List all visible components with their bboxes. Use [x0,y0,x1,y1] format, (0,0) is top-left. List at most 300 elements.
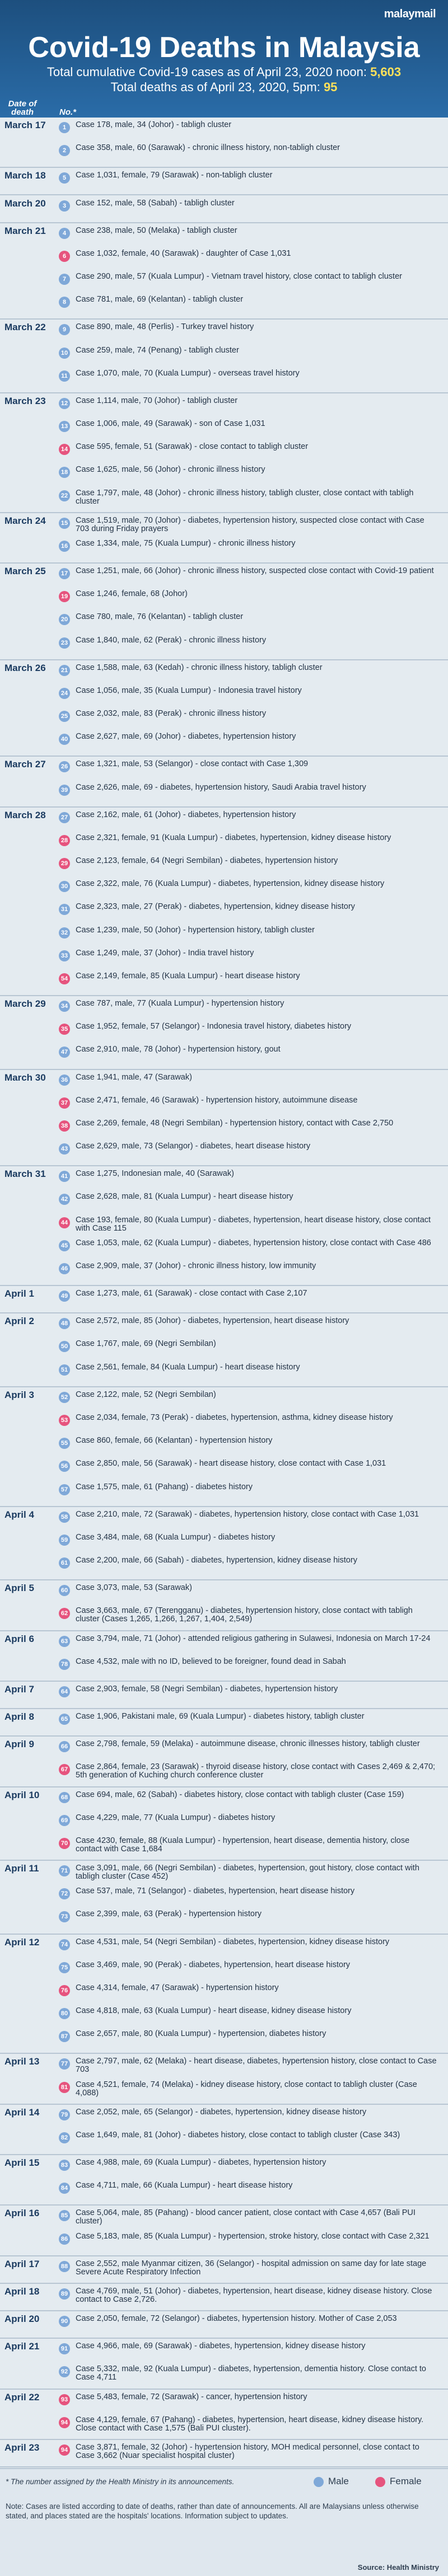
table-row [59,731,437,754]
source: Source: Health Ministry [357,2563,439,2572]
table-row [59,1362,437,1385]
female-case-number: 19 [59,591,70,602]
case-description: Case 2,210, male, 72 (Sarawak) - diabetes, hypertension history, close contact with Case 1,031 [76,1509,419,1519]
case-description: Case 1,053, male, 62 (Kuala Lumpur) - diabetes, hypertension history, close contact with Case 486 [76,1238,431,1247]
male-case-number: 9 [59,324,70,335]
female-case-number: 54 [59,973,70,984]
table-row [59,1739,437,1762]
male-case-number: 79 [59,2109,70,2120]
death-date: April 2 [4,1316,34,1327]
case-description: Case 1,767, male, 69 (Negri Sembilan) [76,1339,216,1349]
male-case-number: 2 [59,145,70,156]
date-group [0,223,448,320]
date-group [0,1631,448,1682]
male-case-number: 33 [59,950,70,961]
female-case-number: 94 [59,2444,70,2456]
case-description: Case 1,249, male, 37 (Johor) - India travel history [76,948,254,958]
date-group [0,2284,448,2311]
case-description: Case 1,006, male, 49 (Sarawak) - son of Case 1,031 [76,419,265,429]
male-case-number: 82 [59,2132,70,2143]
case-description: Case 2,269, female, 48 (Negri Sembilan) - hypertension history, contact with Case 2,750 [76,1118,394,1128]
case-description: Case 780, male, 76 (Kelantan) - tabligh cluster [76,612,244,622]
male-case-number: 30 [59,881,70,892]
male-case-number: 84 [59,2183,70,2194]
male-case-number: 10 [59,348,70,359]
male-case-number: 11 [59,370,70,382]
male-case-number: 26 [59,761,70,772]
male-case-number: 36 [59,1074,70,1086]
male-case-number: 58 [59,1512,70,1523]
female-case-number: 81 [59,2082,70,2093]
legend-male [314,2476,349,2487]
date-group [0,1709,448,1737]
death-date: April 16 [4,2208,40,2219]
table-row [59,2314,437,2336]
death-date: March 20 [4,198,46,209]
table-row [59,1482,437,1505]
date-group [0,2390,448,2440]
case-description: Case 2,050, female, 72 (Selangor) - diabetes, hypertension history. Mother of Case 2,053 [76,2314,397,2324]
case-description: Case 2,322, male, 76 (Kuala Lumpur) - diabetes, hypertension, kidney disease history [76,879,385,889]
case-description: Case 5,332, male, 92 (Kuala Lumpur) - diabetes, hypertension, dementia history. Close contact to Case 4,711 [76,2364,426,2382]
header [0,0,448,118]
table-row [59,143,437,166]
case-description: Case 152, male, 58 (Sabah) - tabligh cluster [76,198,235,208]
cases-summary [0,64,448,79]
death-date: April 1 [4,1288,34,1299]
table-row [59,488,437,511]
table-row [59,1762,437,1785]
table-row [59,368,437,391]
female-case-number: 53 [59,1415,70,1426]
case-description: Case 860, female, 66 (Kelantan) - hypertension history [76,1436,273,1446]
male-case-number: 12 [59,398,70,409]
male-case-number: 66 [59,1741,70,1752]
male-case-number: 83 [59,2160,70,2171]
table-row [59,170,437,193]
date-group [0,757,448,807]
case-description: Case 1,797, male, 48 (Johor) - chronic illness history, tabligh cluster, close contact with tabligh cluster [76,488,414,506]
table-row [59,248,437,271]
date-group [0,2155,448,2206]
table-row [59,1960,437,1983]
table-row [59,1191,437,1214]
table-row [59,1413,437,1435]
case-description: Case 595, female, 51 (Sarawak) - close contact to tabligh cluster [76,442,309,452]
death-date: April 21 [4,2341,40,2352]
table-row [59,1634,437,1657]
deaths-value: 95 [323,80,338,94]
table-row [59,396,437,419]
male-case-number: 78 [59,1659,70,1670]
date-group [0,996,448,1070]
table-row [59,2341,437,2364]
case-description: Case 2,628, male, 81 (Kuala Lumpur) - heart disease history [76,1192,293,1202]
male-case-number: 20 [59,614,70,625]
column-number: No.* [59,107,76,117]
male-case-number: 51 [59,1364,70,1376]
case-description: Case 1,649, male, 81 (Johor) - diabetes history, close contact to tabligh cluster (Case 343) [76,2130,400,2139]
male-case-number: 18 [59,467,70,478]
case-description: Case 1,056, male, 35 (Kuala Lumpur) - Indonesia travel history [76,686,302,695]
death-date: March 29 [4,998,46,1010]
male-case-number: 88 [59,2261,70,2272]
male-case-number: 16 [59,541,70,552]
table-row [59,294,437,317]
table-row [59,2208,437,2231]
female-dot-icon [375,2477,385,2487]
female-case-number: 76 [59,1985,70,1996]
legend-female [375,2476,422,2487]
table-row [59,2130,437,2153]
male-case-number: 48 [59,1318,70,1329]
page-title: Covid-19 Deaths in Malaysia [28,31,420,64]
table-row [59,2107,437,2130]
case-description: Case 4,532, male with no ID, believed to be foreigner, found dead in Sabah [76,1657,346,1666]
case-description: Case 238, male, 50 (Melaka) - tabligh cluster [76,226,237,235]
male-case-number: 24 [59,688,70,699]
death-date: March 25 [4,566,46,577]
table-row [59,2056,437,2079]
male-case-number: 57 [59,1484,70,1495]
case-description: Case 2,797, male, 62 (Melaka) - heart disease, diabetes, hypertension history, close contact to Case 703 [76,2057,437,2075]
case-description: Case 2,909, male, 37 (Johor) - chronic illness history, low immunity [76,1261,316,1270]
male-case-number: 21 [59,665,70,676]
legend-male-label: Male [328,2476,349,2486]
table-row [59,271,437,294]
case-description: Case 290, male, 57 (Kuala Lumpur) - Vietnam travel history, close contact to tabligh cluster [76,272,402,281]
death-date: April 20 [4,2314,40,2325]
male-case-number: 41 [59,1171,70,1182]
table-row [59,2080,437,2103]
case-description: Case 2,052, male, 65 (Selangor) - diabetes, hypertension, kidney disease history [76,2107,367,2117]
case-description: Case 3,469, male, 90 (Perak) - diabetes, hypertension, heart disease history [76,1960,351,1969]
case-description: Case 694, male, 62 (Sabah) - diabetes history, close contact with tabligh cluster (Case 159) [76,1790,404,1799]
table-row [59,1095,437,1118]
table-row [59,1072,437,1095]
date-group [0,2105,448,2155]
table-row [59,566,437,589]
male-case-number: 25 [59,711,70,722]
column-date: Date of death [8,99,37,117]
male-case-number: 64 [59,1686,70,1697]
date-group [0,1935,448,2054]
table-row [59,998,437,1021]
male-case-number: 85 [59,2210,70,2221]
table-row [59,1813,437,1836]
male-case-number: 80 [59,2008,70,2019]
table-row [59,1458,437,1481]
male-case-number: 39 [59,785,70,796]
case-description: Case 2,850, male, 56 (Sarawak) - heart disease history, close contact with Case 1,031 [76,1459,386,1468]
table-row [59,2231,437,2254]
date-group [0,2256,448,2284]
male-case-number: 92 [59,2366,70,2377]
case-description: Case 1,941, male, 47 (Sarawak) [76,1072,192,1082]
date-group [0,660,448,757]
table-row [59,782,437,805]
female-case-number: 37 [59,1097,70,1109]
death-date: April 23 [4,2442,40,2453]
table-row [59,759,437,782]
case-description: Case 1,334, male, 75 (Kuala Lumpur) - chronic illness history [76,538,296,548]
table-row [59,1316,437,1339]
female-case-number: 14 [59,444,70,455]
case-description: Case 259, male, 74 (Penang) - tabligh cluster [76,345,239,355]
date-group [0,1387,448,1507]
case-description: Case 5,183, male, 85 (Kuala Lumpur) - hypertension, stroke history, close contact with Case 2,321 [76,2231,430,2241]
table-row [59,1909,437,1932]
male-case-number: 90 [59,2316,70,2327]
case-description: Case 1,588, male, 63 (Kedah) - chronic illness history, tabligh cluster [76,663,323,672]
case-description: Case 2,471, female, 46 (Sarawak) - hypertension history, autoimmune disease [76,1095,358,1105]
table-row [59,1684,437,1707]
table-row [59,1711,437,1734]
male-case-number: 15 [59,518,70,529]
table-row [59,2392,437,2415]
case-description: Case 3,073, male, 53 (Sarawak) [76,1583,192,1593]
male-case-number: 7 [59,274,70,285]
table-row [59,1886,437,1909]
date-group [0,1070,448,1167]
male-case-number: 3 [59,200,70,212]
table-row [59,1606,437,1629]
male-case-number: 91 [59,2343,70,2354]
case-description: Case 2,561, female, 84 (Kuala Lumpur) - heart disease history [76,1362,300,1372]
male-case-number: 72 [59,1888,70,1899]
legend-female-label: Female [390,2476,422,2486]
case-description: Case 2,149, female, 85 (Kuala Lumpur) - heart disease history [76,971,300,980]
table-row [59,2415,437,2438]
case-description: Case 1,575, male, 61 (Pahang) - diabetes history [76,1482,253,1491]
table-row [59,902,437,925]
male-case-number: 42 [59,1194,70,1205]
case-description: Case 2,552, male Myanmar citizen, 36 (Selangor) - hospital admission on same day for late stage Severe Acute Respiratory Infection [76,2259,427,2277]
death-date: April 9 [4,1739,34,1750]
table-row [59,1215,437,1238]
death-date: April 14 [4,2106,40,2118]
case-description: Case 2,162, male, 61 (Johor) - diabetes, hypertension history [76,810,296,819]
case-description: Case 1,275, Indonesian male, 40 (Sarawak) [76,1169,234,1179]
date-group [0,2206,448,2256]
case-description: Case 358, male, 60 (Sarawak) - chronic illness history, non-tabligh cluster [76,143,340,153]
female-case-number: 94 [59,2417,70,2428]
table-row [59,925,437,948]
female-case-number: 93 [59,2394,70,2405]
male-case-number: 87 [59,2031,70,2042]
male-case-number: 61 [59,1557,70,1569]
death-date: April 22 [4,2391,40,2403]
death-date: March 28 [4,809,46,820]
case-description: Case 2,572, male, 85 (Johor) - diabetes, hypertension, heart disease history [76,1316,349,1326]
case-description: Case 1,906, Pakistani male, 69 (Kuala Lumpur) - diabetes history, tabligh cluster [76,1712,365,1721]
date-group [0,1313,448,1387]
case-description: Case 1,321, male, 53 (Selangor) - close contact with Case 1,309 [76,759,309,769]
date-group [0,1682,448,1709]
case-description: Case 2,122, male, 52 (Negri Sembilan) [76,1390,216,1399]
male-case-number: 75 [59,1962,70,1973]
date-group [0,320,448,393]
case-description: Case 4,988, male, 69 (Kuala Lumpur) - diabetes, hypertension history [76,2158,326,2167]
death-date: April 13 [4,2056,40,2067]
asterisk-note: * The number assigned by the Health Ministry in its announcements. [6,2478,235,2486]
date-group [0,1861,448,1935]
case-description: Case 2,200, male, 66 (Sabah) - diabetes, hypertension, kidney disease history [76,1556,357,1565]
female-case-number: 67 [59,1764,70,1775]
male-case-number: 49 [59,1291,70,1302]
case-description: Case 2,399, male, 63 (Perak) - hypertension history [76,1909,262,1919]
table-row [59,971,437,994]
case-description: Case 890, male, 48 (Perlis) - Turkey travel history [76,322,254,332]
table-row [59,1790,437,1813]
date-group [0,2440,448,2467]
case-description: Case 3,663, male, 67 (Terengganu) - diabetes, hypertension history, close contact with tabligh cluster (Cases 1,265, 1,266, 1,267, 1,404, 2,549) [76,1606,413,1624]
male-dot-icon [314,2477,324,2487]
case-description: Case 2,321, female, 91 (Kuala Lumpur) - diabetes, hypertension, kidney disease history [76,833,391,842]
death-date: April 10 [4,1789,40,1800]
male-case-number: 45 [59,1240,70,1251]
table-row [59,1141,437,1164]
case-description: Case 2,626, male, 69 - diabetes, hypertension history, Saudi Arabia travel history [76,782,366,792]
male-case-number: 40 [59,734,70,745]
male-case-number: 71 [59,1865,70,1876]
case-description: Case 1,032, female, 40 (Sarawak) - daughter of Case 1,031 [76,248,291,258]
table-row [59,1532,437,1555]
table-row [59,589,437,612]
male-case-number: 32 [59,927,70,939]
case-description: Case 3,794, male, 71 (Johor) - attended religious gathering in Sulawesi, Indonesia on March 17-24 [76,1634,431,1643]
death-date: March 26 [4,662,46,673]
table-row [59,226,437,248]
table-row [59,538,437,561]
date-group [0,564,448,660]
table-row [59,1435,437,1458]
table-row [59,1836,437,1859]
table-row [59,515,437,538]
table-row [59,1509,437,1532]
case-description: Case 178, male, 34 (Johor) - tabligh cluster [76,120,232,129]
female-case-number: 44 [59,1217,70,1228]
case-description: Case 4230, female, 88 (Kuala Lumpur) - hypertension, heart disease, dementia history, close contact with Case 1,684 [76,1836,410,1854]
table-row [59,198,437,221]
case-description: Case 2,903, female, 58 (Negri Sembilan) - diabetes, hypertension history [76,1684,338,1693]
case-description: Case 1,246, female, 68 (Johor) [76,589,188,599]
table-row [59,2157,437,2180]
table-row [59,856,437,879]
death-date: April 5 [4,1583,34,1594]
female-case-number: 38 [59,1120,70,1132]
date-group [0,1580,448,1631]
male-case-number: 60 [59,1585,70,1596]
table-row [59,686,437,708]
death-date: April 3 [4,1389,34,1400]
case-description: Case 3,484, male, 68 (Kuala Lumpur) - diabetes history [76,1532,276,1542]
male-case-number: 65 [59,1714,70,1725]
case-description: Case 4,769, male, 51 (Johor) - diabetes, hypertension, heart disease, kidney disease history. Close contact to Case 2,726. [76,2286,432,2304]
male-case-number: 13 [59,421,70,432]
table-row [59,419,437,442]
table-row [59,2006,437,2029]
table-row [59,464,437,487]
female-case-number: 29 [59,858,70,869]
table-row [59,1937,437,1960]
male-case-number: 31 [59,904,70,915]
case-description: Case 4,521, female, 74 (Melaka) - kidney disease history, close contact to tabligh cluster (Case 4,088) [76,2080,417,2098]
table-row [59,2442,437,2465]
case-description: Case 2,798, female, 59 (Melaka) - autoimmune disease, chronic illnesses history, tabligh cluster [76,1739,420,1749]
female-case-number: 6 [59,251,70,262]
case-description: Case 1,239, male, 50 (Johor) - hypertension history, tabligh cluster [76,925,315,935]
table-row [59,442,437,464]
case-description: Case 2,034, female, 73 (Perak) - diabetes, hypertension, asthma, kidney disease history [76,1413,393,1422]
case-description: Case 2,123, female, 64 (Negri Sembilan) - diabetes, hypertension history [76,856,338,866]
case-description: Case 2,864, female, 23 (Sarawak) - thyroid disease history, close contact with Cases 2,469 & 2,470; 5th generation of Kuching church conference cluster [76,1762,436,1780]
date-group [0,2311,448,2339]
male-case-number: 1 [59,122,70,133]
table-row [59,810,437,833]
death-date: March 31 [4,1169,46,1180]
case-description: Case 4,314, female, 47 (Sarawak) - hypertension history [76,1983,279,1992]
male-case-number: 46 [59,1263,70,1274]
date-group [0,2339,448,2389]
table-row [59,635,437,658]
table-row [59,612,437,635]
table-row [59,1021,437,1044]
table-row [59,2286,437,2309]
male-case-number: 52 [59,1392,70,1403]
death-date: March 17 [4,120,46,130]
table-row [59,1390,437,1413]
male-case-number: 74 [59,1939,70,1950]
date-group [0,168,448,195]
case-description: Case 2,627, male, 69 (Johor) - diabetes, hypertension history [76,732,296,742]
table-row [59,1288,437,1311]
case-description: Case 1,251, male, 66 (Johor) - chronic illness history, suspected close contact with Covid-19 patient [76,566,434,576]
case-description: Case 787, male, 77 (Kuala Lumpur) - hypertension history [76,999,284,1008]
male-case-number: 27 [59,812,70,823]
table-row [59,1555,437,1578]
death-date: April 7 [4,1683,34,1695]
table-row [59,1863,437,1886]
case-description: Case 3,091, male, 66 (Negri Sembilan) - diabetes, hypertension, gout history, close contact with tabligh cluster (Case 452) [76,1864,419,1881]
case-description: Case 5,483, female, 72 (Sarawak) - cancer, hypertension history [76,2392,307,2401]
table-row [59,120,437,143]
date-group [0,2054,448,2104]
female-case-number: 28 [59,835,70,846]
table-row [59,1583,437,1606]
date-group [0,1507,448,1581]
male-case-number: 47 [59,1047,70,1058]
case-description: Case 5,064, male, 85 (Pahang) - blood cancer patient, close contact with Case 4,657 (Bali PUI cluster) [76,2208,416,2226]
case-description: Case 2,657, male, 80 (Kuala Lumpur) - hypertension, diabetes history [76,2029,326,2039]
death-date: April 18 [4,2286,40,2297]
table-row [59,708,437,731]
case-description: Case 2,032, male, 83 (Perak) - chronic illness history [76,709,267,719]
date-group [0,196,448,223]
case-description: Case 4,531, male, 54 (Negri Sembilan) - diabetes, hypertension, kidney disease history [76,1937,390,1946]
male-case-number: 59 [59,1535,70,1546]
death-date: April 8 [4,1711,34,1723]
deaths-table [0,118,448,2468]
table-row [59,948,437,971]
table-row [59,322,437,345]
table-row [59,1238,437,1261]
male-case-number: 73 [59,1911,70,1922]
death-date: March 23 [4,395,46,406]
table-row [59,833,437,856]
date-group [0,1737,448,1787]
case-description: Case 4,818, male, 63 (Kuala Lumpur) - heart disease, kidney disease history [76,2006,352,2016]
